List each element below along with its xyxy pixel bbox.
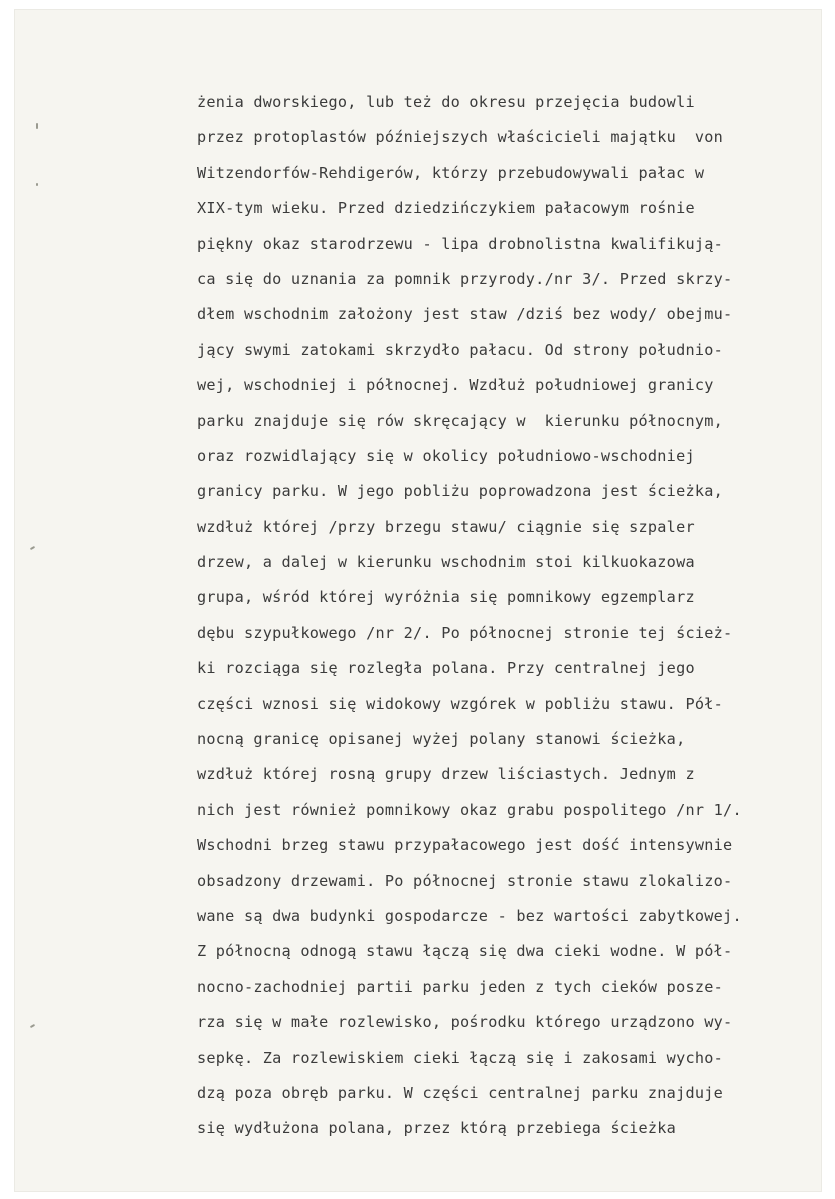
text-line: nich jest również pomnikowy okaz grabu pospolitego /nr 1/. <box>197 800 742 819</box>
text-line: wane są dwa budynki gospodarcze - bez wartości zabytkowej. <box>197 906 742 925</box>
text-line: parku znajduje się rów skręcający w kierunku północnym, <box>197 411 724 430</box>
text-line: wzdłuż której /przy brzegu stawu/ ciągnie się szpaler <box>197 517 695 536</box>
text-line: przez protoplastów późniejszych właścicieli majątku von <box>197 128 724 147</box>
text-line: rza się w małe rozlewisko, pośrodku którego urządzono wy- <box>197 1013 733 1032</box>
text-line: oraz rozwidlający się w okolicy południowo-wschodniej <box>197 446 695 465</box>
text-line: ca się do uznania za pomnik przyrody./nr 3/. Przed skrzy- <box>197 269 733 288</box>
text-line: nocno-zachodniej partii parku jeden z tych cieków posze- <box>197 977 724 996</box>
page-edge <box>14 1192 822 1199</box>
text-line: dzą poza obręb parku. W części centralnej parku znajduje <box>197 1083 724 1102</box>
typed-text-body <box>197 85 817 1147</box>
text-line: Wschodni brzeg stawu przypałacowego jest dość intensywnie <box>197 836 733 855</box>
text-line: części wznosi się widokowy wzgórek w pobliżu stawu. Pół- <box>197 694 724 713</box>
text-line: obsadzony drzewami. Po północnej stronie stawu zlokalizo- <box>197 871 733 890</box>
text-line: żenia dworskiego, lub też do okresu przejęcia budowli <box>197 93 695 111</box>
text-line: dłem wschodnim założony jest staw /dziś bez wody/ obejmu- <box>197 305 733 324</box>
text-line: XIX-tym wieku. Przed dziedzińczykiem pałacowym rośnie <box>197 199 695 218</box>
text-line: się wydłużona polana, przez którą przebiega ścieżka <box>197 1119 677 1138</box>
text-line: sepkę. Za rozlewiskiem cieki łączą się i zakosami wycho- <box>197 1048 724 1067</box>
text-line: Z północną odnogą stawu łączą się dwa cieki wodne. W pół- <box>197 942 733 961</box>
margin-mark <box>36 183 38 186</box>
margin-mark <box>36 123 38 129</box>
text-line: ki rozciąga się rozległa polana. Przy centralnej jego <box>197 659 695 678</box>
text-line: wzdłuż której rosną grupy drzew liściastych. Jednym z <box>197 765 695 784</box>
text-line: piękny okaz starodrzewu - lipa drobnolistna kwalifikują- <box>197 234 724 253</box>
text-line: nocną granicę opisanej wyżej polany stanowi ścieżka, <box>197 730 686 749</box>
text-line: grupa, wśród której wyróżnia się pomnikowy egzemplarz <box>197 588 695 607</box>
text-line: jący swymi zatokami skrzydło pałacu. Od strony południo- <box>197 340 724 359</box>
text-line: granicy parku. W jego pobliżu poprowadzona jest ścieżka, <box>197 482 724 501</box>
text-line: wej, wschodniej i północnej. Wzdłuż południowej granicy <box>197 376 714 395</box>
text-line: drzew, a dalej w kierunku wschodnim stoi kilkuokazowa <box>197 553 695 572</box>
text-line: dębu szypułkowego /nr 2/. Po północnej stronie tej ścież- <box>197 623 733 642</box>
text-line: Witzendorfów-Rehdigerów, którzy przebudowywali pałac w <box>197 163 705 182</box>
